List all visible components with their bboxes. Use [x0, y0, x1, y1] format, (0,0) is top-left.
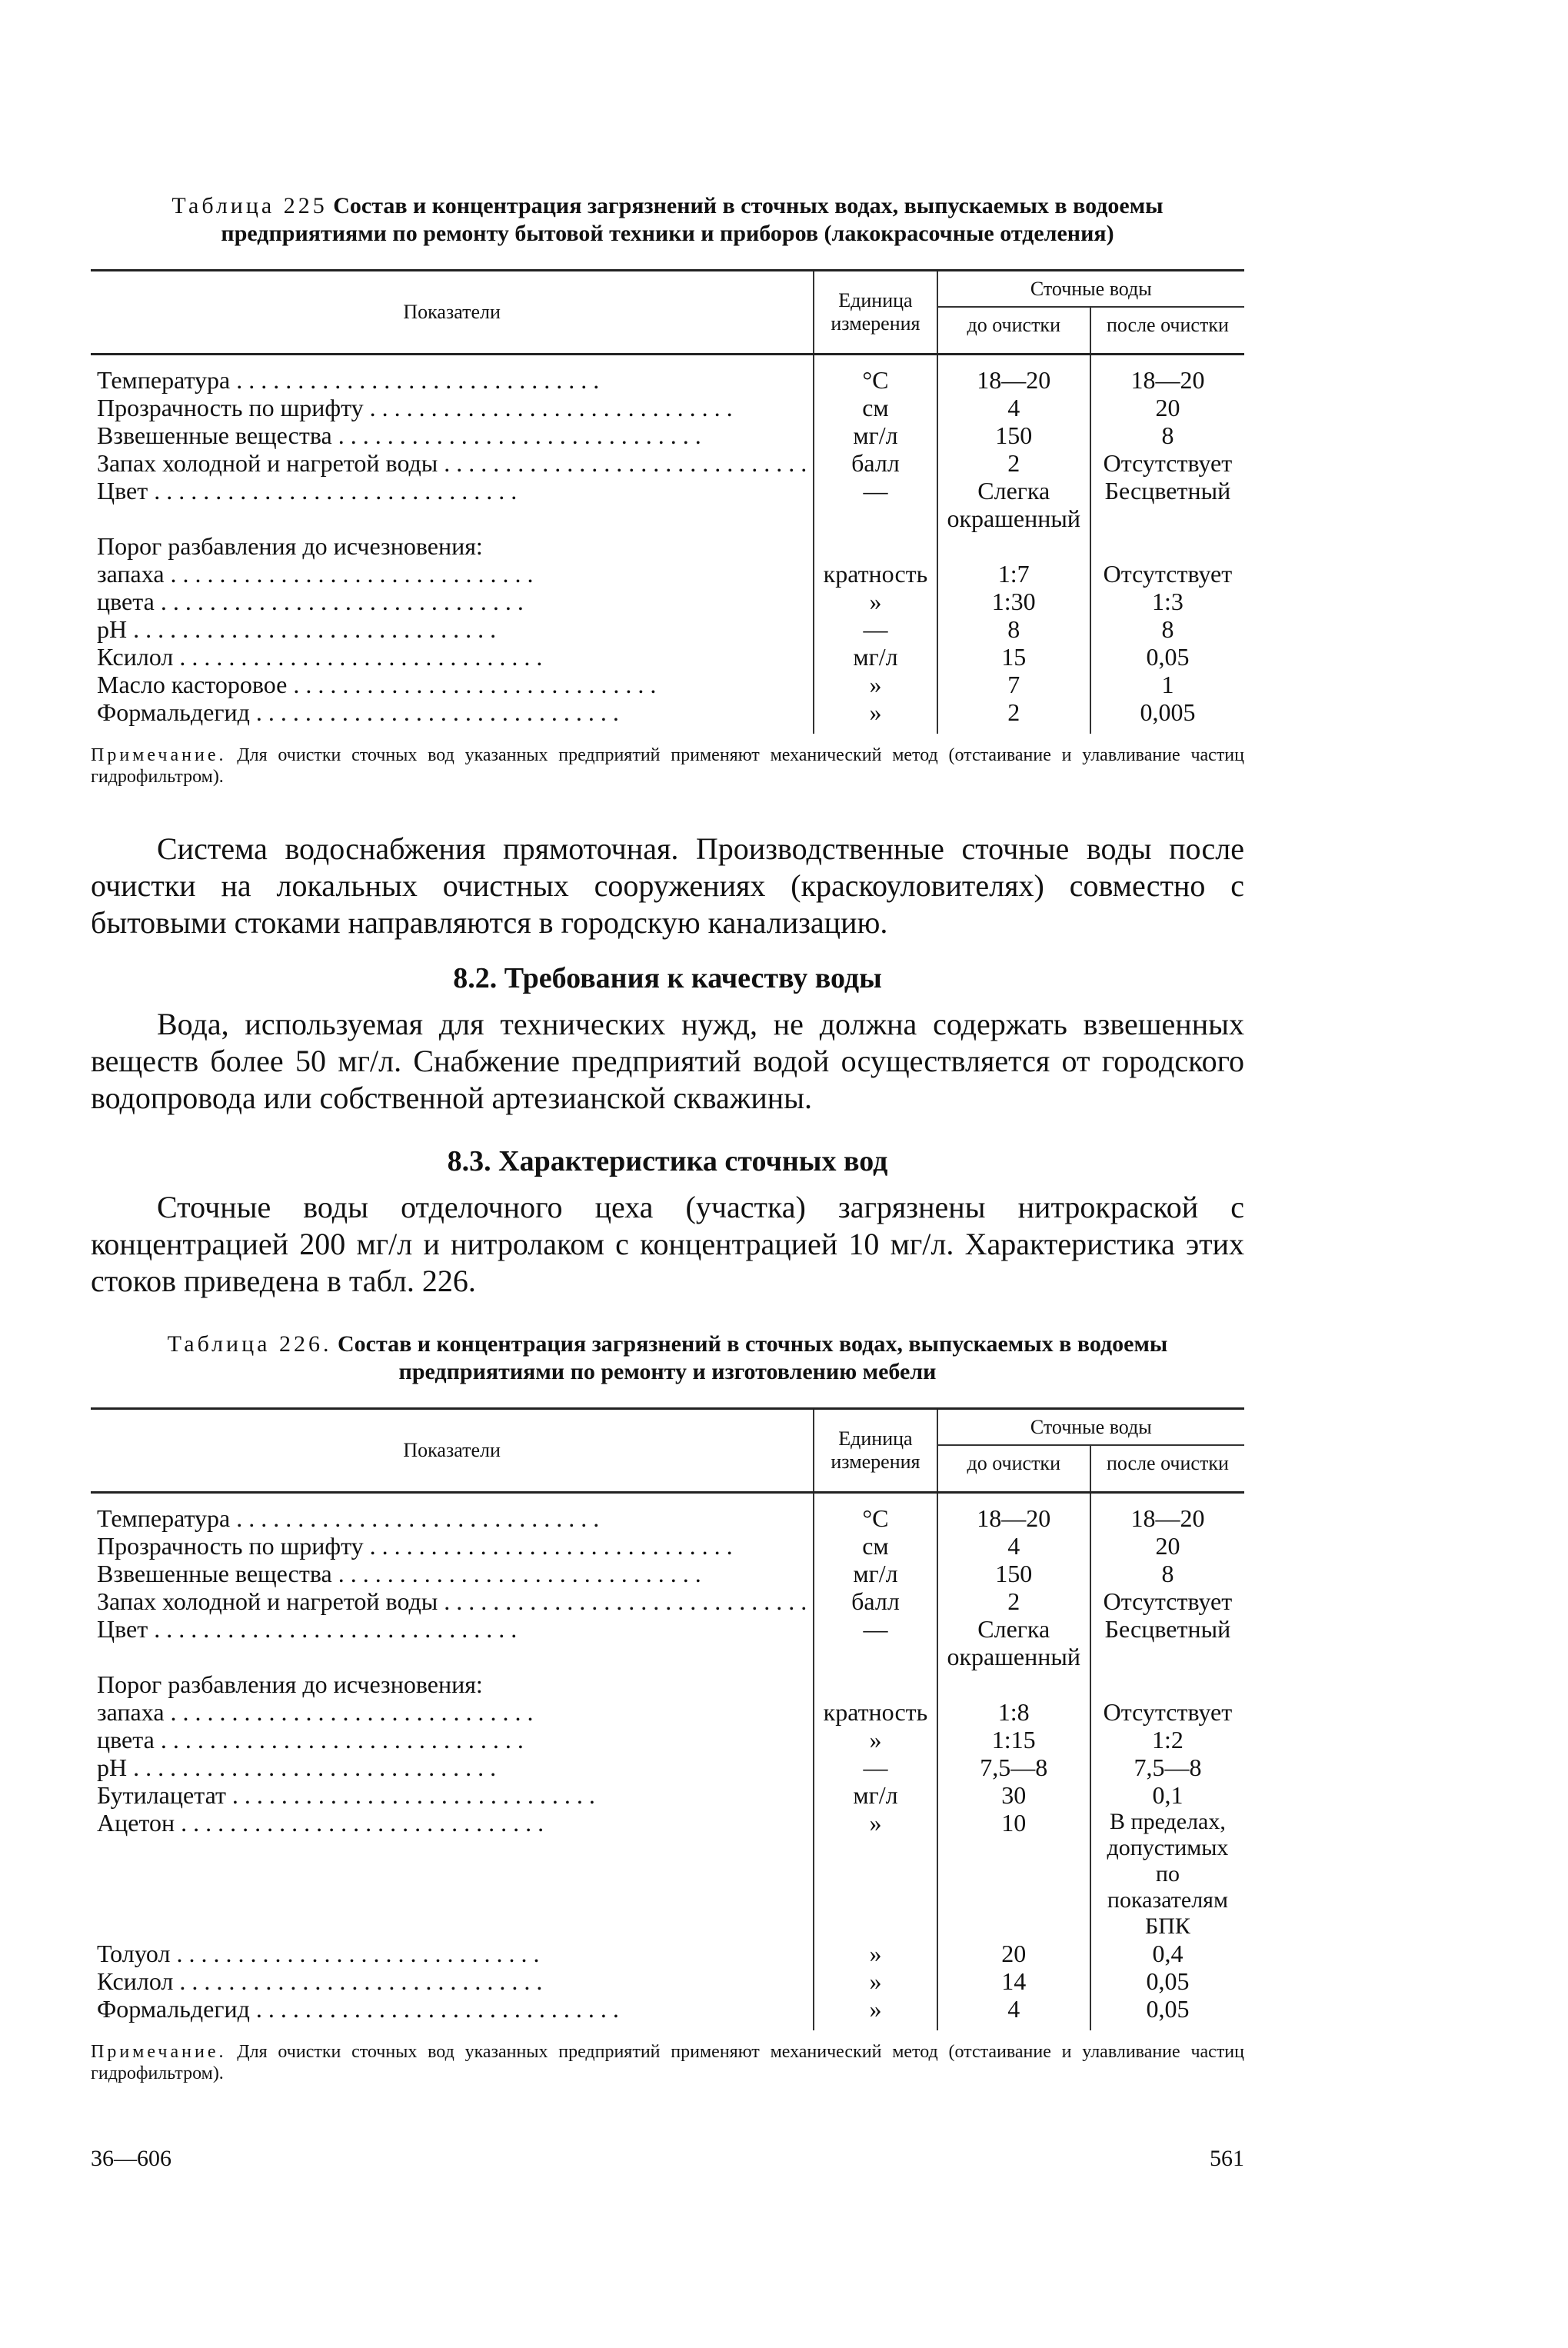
leader-dots [438, 1587, 807, 1615]
cell-param-text: Ксилол [97, 1967, 174, 1995]
cell-after [1090, 1940, 1244, 1967]
cell-param [91, 421, 814, 449]
header-group: Сточные воды [937, 271, 1244, 307]
cell-unit-text: мг/л [853, 1781, 898, 1809]
cell-param-text: Формальдегид [97, 698, 250, 726]
cell-unit [814, 1670, 937, 1698]
cell-before [937, 1754, 1090, 1781]
cell-unit [814, 532, 937, 560]
table-row [91, 615, 1244, 643]
table-row [91, 1560, 1244, 1587]
cell-param-text: Порог разбавления до исчезновения: [97, 1670, 483, 1698]
cell-unit-text: » [869, 588, 882, 615]
cell-before-text: 2 [1007, 449, 1020, 477]
cell-unit-text: » [869, 1995, 882, 2023]
cell-unit-text: » [869, 671, 882, 698]
cell-before [937, 615, 1090, 643]
page-number: 561 [1210, 2146, 1244, 2171]
note-label: Примечание. [91, 745, 227, 765]
table-row [91, 1493, 1244, 1533]
cell-before [937, 421, 1090, 449]
section-8-3-text: Сточные воды отделочного цеха (участка) загрязнены нитрокраской с концентрацией 200 мг/л и нитролаком с концентрацией 10 мг/л. Характеристика этих стоков приведена в табл. 226. [91, 1190, 1244, 1298]
cell-unit [814, 1781, 937, 1809]
footer-signature: 36—606 [91, 2146, 171, 2171]
cell-unit [814, 1698, 937, 1726]
cell-after-text: 18—20 [1130, 1504, 1205, 1532]
table-row [91, 1587, 1244, 1615]
cell-before [937, 1615, 1090, 1670]
cell-param [91, 1587, 814, 1615]
cell-unit-text: мг/л [853, 1560, 898, 1587]
table-226-title: Состав и концентрация загрязнений в сточных водах, выпускаемых в водоемы предприятиями по ремонту и изготовлению мебели [337, 1331, 1168, 1384]
cell-unit-text: кратность [823, 1698, 928, 1726]
table-225-label: Таблица 225 [171, 193, 328, 218]
cell-before [937, 1995, 1090, 2030]
cell-after [1090, 394, 1244, 421]
paragraph-water-supply: Система водоснабжения прямоточная. Производственные сточные воды после очистки на локальных очистных сооружениях (краскоуловителях) совместно с бытовыми стоками направляются в городскую канализацию. [91, 831, 1244, 940]
cell-unit [814, 1587, 937, 1615]
cell-after [1090, 1809, 1244, 1940]
table-row [91, 588, 1244, 615]
cell-unit-text: см [862, 394, 889, 421]
leader-dots [170, 1940, 539, 1967]
cell-before-text: 7 [1007, 671, 1020, 698]
cell-before [937, 532, 1090, 560]
table-row [91, 560, 1244, 588]
cell-before [937, 449, 1090, 477]
cell-param-text: Прозрачность по шрифту [97, 394, 364, 421]
cell-before-text: 1:7 [997, 560, 1030, 588]
cell-param [91, 1754, 814, 1781]
leader-dots [175, 1809, 544, 1837]
table-225-caption [91, 192, 1244, 248]
cell-after [1090, 560, 1244, 588]
cell-before-text: 14 [1001, 1967, 1027, 1995]
cell-before-text: 8 [1007, 615, 1020, 643]
table-226-caption [91, 1331, 1244, 1386]
cell-unit-text: — [863, 1615, 888, 1643]
cell-before [937, 698, 1090, 734]
leader-dots [230, 1504, 599, 1532]
cell-before [937, 671, 1090, 698]
cell-after [1090, 671, 1244, 698]
cell-param-text: Цвет [97, 477, 148, 505]
table-row [91, 1615, 1244, 1670]
cell-after [1090, 449, 1244, 477]
cell-before [937, 1940, 1090, 1967]
cell-param [91, 477, 814, 532]
cell-after [1090, 421, 1244, 449]
cell-unit [814, 1967, 937, 1995]
cell-unit [814, 1809, 937, 1940]
cell-after-text: 0,4 [1152, 1940, 1183, 1967]
cell-unit-text: » [869, 1967, 882, 1995]
cell-param-text: Ксилол [97, 643, 174, 671]
header-before: до очистки [937, 307, 1090, 355]
cell-before [937, 560, 1090, 588]
cell-before-text: 18—20 [977, 1504, 1051, 1532]
header-unit: Единица измерения [814, 1409, 937, 1493]
cell-before-text: 15 [1001, 643, 1027, 671]
table-row [91, 1726, 1244, 1754]
cell-param-text: Порог разбавления до исчезновения: [97, 532, 483, 560]
cell-before-text: 1:8 [997, 1698, 1030, 1726]
cell-before [937, 1698, 1090, 1726]
cell-unit [814, 1560, 937, 1587]
cell-unit [814, 421, 937, 449]
cell-after [1090, 698, 1244, 734]
cell-param [91, 1493, 814, 1533]
section-8-2-text: Вода, используемая для технических нужд, не должна содержать взвешенных веществ более 50 мг/л. Снабжение предприятий водой осуществляется от городского водопровода или собственной артезианской скважины. [91, 1007, 1244, 1115]
cell-before [937, 1781, 1090, 1809]
table-226-body [91, 1493, 1244, 2031]
cell-param-text: Формальдегид [97, 1995, 250, 2023]
cell-unit [814, 588, 937, 615]
table-row [91, 1670, 1244, 1698]
cell-after-text: 8 [1161, 421, 1174, 449]
cell-after [1090, 1698, 1244, 1726]
cell-unit [814, 1532, 937, 1560]
cell-param-text: Запах холодной и нагретой воды [97, 1587, 438, 1615]
cell-after [1090, 477, 1244, 532]
cell-param [91, 394, 814, 421]
cell-unit [814, 477, 937, 532]
cell-param-text: Температура [97, 1504, 231, 1532]
cell-param [91, 1809, 814, 1940]
cell-param [91, 1560, 814, 1587]
cell-unit-text: — [863, 1754, 888, 1781]
leader-dots [226, 1781, 595, 1809]
cell-param-text: Температура [97, 366, 231, 394]
cell-param [91, 615, 814, 643]
leader-dots [165, 1698, 534, 1726]
leader-dots [127, 1754, 496, 1781]
cell-param-text: цвета [97, 1726, 155, 1754]
table-row [91, 1532, 1244, 1560]
cell-after [1090, 1670, 1244, 1698]
cell-param-text: Бутилацетат [97, 1781, 226, 1809]
cell-before-text: 7,5—8 [980, 1754, 1048, 1781]
leader-dots [155, 1726, 524, 1754]
table-row [91, 449, 1244, 477]
cell-before-text: 30 [1001, 1781, 1027, 1809]
cell-after-text: Бесцветный [1104, 477, 1231, 505]
cell-unit-text: °С [862, 366, 889, 394]
cell-after-text: 1:2 [1151, 1726, 1183, 1754]
cell-before-text: 2 [1007, 698, 1020, 726]
cell-unit [814, 355, 937, 395]
table-row [91, 394, 1244, 421]
table-226-label: Таблица 226. [167, 1331, 332, 1357]
section-8-3-heading: 8.3. Характеристика сточных вод [447, 1145, 888, 1177]
cell-before-text: Слегка окрашенный [947, 1615, 1080, 1670]
cell-unit-text: балл [851, 1587, 900, 1615]
cell-after-text: 8 [1161, 1560, 1174, 1587]
cell-param-text: Цвет [97, 1615, 148, 1643]
cell-param-text: Запах холодной и нагретой воды [97, 449, 438, 477]
cell-unit-text: » [869, 1809, 882, 1837]
cell-after [1090, 643, 1244, 671]
leader-dots [165, 560, 534, 588]
cell-after-text: Отсутствует [1103, 1698, 1233, 1726]
cell-unit [814, 615, 937, 643]
cell-before [937, 1670, 1090, 1698]
cell-unit [814, 394, 937, 421]
table-225-body [91, 355, 1244, 734]
cell-after [1090, 1754, 1244, 1781]
cell-after-text: 7,5—8 [1134, 1754, 1202, 1781]
table-row [91, 1940, 1244, 1967]
cell-unit-text: » [869, 698, 882, 726]
cell-after-text: 1:3 [1151, 588, 1183, 615]
cell-param-text: Толуол [97, 1940, 171, 1967]
leader-dots [127, 615, 496, 643]
cell-unit [814, 1940, 937, 1967]
cell-before-text: Слегка окрашенный [947, 477, 1080, 532]
cell-unit [814, 449, 937, 477]
table-row [91, 698, 1244, 734]
cell-param [91, 588, 814, 615]
cell-param [91, 671, 814, 698]
cell-param-text: Прозрачность по шрифту [97, 1532, 364, 1560]
page-content [91, 192, 1244, 2084]
cell-after [1090, 1995, 1244, 2030]
cell-after [1090, 1781, 1244, 1809]
cell-after [1090, 1726, 1244, 1754]
cell-param [91, 1532, 814, 1560]
cell-before [937, 643, 1090, 671]
cell-before-text: 4 [1007, 1995, 1020, 2023]
cell-unit [814, 643, 937, 671]
table-225-title: Состав и концентрация загрязнений в сточных водах, выпускаемых в водоемы предприятиями по ремонту бытовой техники и приборов (лакокрасочные отделения) [221, 193, 1164, 246]
cell-after-text: Отсутствует [1103, 1587, 1233, 1615]
leader-dots [230, 366, 599, 394]
cell-param-text: pH [97, 615, 128, 643]
cell-before [937, 1587, 1090, 1615]
section-8-2-heading: 8.2. Требования к качеству воды [453, 962, 882, 994]
leader-dots [332, 1560, 701, 1587]
cell-before [937, 394, 1090, 421]
cell-param-text: запаха [97, 1698, 165, 1726]
cell-before-text: 150 [995, 421, 1033, 449]
cell-before [937, 1493, 1090, 1533]
table-row [91, 671, 1244, 698]
header-before: до очистки [937, 1445, 1090, 1493]
table-row [91, 532, 1244, 560]
leader-dots [173, 1967, 542, 1995]
cell-unit-text: см [862, 1532, 889, 1560]
table-row [91, 1995, 1244, 2030]
cell-param-text: pH [97, 1754, 128, 1781]
table-row [91, 421, 1244, 449]
cell-after [1090, 1493, 1244, 1533]
cell-before-text: 20 [1001, 1940, 1027, 1967]
cell-param [91, 1698, 814, 1726]
cell-param [91, 1940, 814, 1967]
cell-before-text: 4 [1007, 394, 1020, 421]
cell-before-text: 18—20 [977, 366, 1051, 394]
cell-after-text: 0,05 [1146, 643, 1190, 671]
cell-unit-text: мг/л [853, 643, 898, 671]
table-226 [91, 1407, 1244, 2030]
header-param: Показатели [403, 1439, 501, 1461]
cell-after-text: 1 [1161, 671, 1174, 698]
cell-after [1090, 1587, 1244, 1615]
cell-param [91, 1726, 814, 1754]
cell-after-text: 0,05 [1146, 1967, 1190, 1995]
note-label: Примечание. [91, 2042, 227, 2062]
cell-param [91, 698, 814, 734]
cell-param [91, 1995, 814, 2030]
table-row [91, 355, 1244, 395]
cell-param [91, 449, 814, 477]
cell-after-text: 20 [1155, 1532, 1180, 1560]
cell-before-text: 4 [1007, 1532, 1020, 1560]
cell-unit [814, 1493, 937, 1533]
cell-before-text: 1:30 [991, 588, 1036, 615]
leader-dots [364, 1532, 733, 1560]
cell-after-text: Отсутствует [1103, 560, 1233, 588]
table-row [91, 1809, 1244, 1940]
leader-dots [250, 698, 619, 726]
cell-param [91, 643, 814, 671]
cell-param [91, 1781, 814, 1809]
header-after: после очистки [1090, 307, 1244, 355]
cell-param [91, 532, 814, 560]
table-row [91, 1781, 1244, 1809]
cell-unit [814, 1995, 937, 2030]
cell-before [937, 355, 1090, 395]
cell-after [1090, 1615, 1244, 1670]
cell-param-text: запаха [97, 560, 165, 588]
cell-before-text: 1:15 [991, 1726, 1036, 1754]
cell-before [937, 1809, 1090, 1940]
cell-before [937, 1967, 1090, 1995]
cell-unit [814, 671, 937, 698]
cell-param [91, 560, 814, 588]
cell-param-text: Взвешенные вещества [97, 421, 332, 449]
cell-after [1090, 1532, 1244, 1560]
leader-dots [438, 449, 807, 477]
header-param: Показатели [403, 301, 501, 323]
table-row [91, 1754, 1244, 1781]
note-text: Для очистки сточных вод указанных предприятий применяют механический метод (отстаивание и улавливание частиц гидрофильтром). [91, 745, 1244, 787]
cell-param [91, 1615, 814, 1670]
leader-dots [155, 588, 524, 615]
table-226-note [91, 2041, 1244, 2084]
cell-after [1090, 355, 1244, 395]
cell-after [1090, 615, 1244, 643]
cell-unit-text: °С [862, 1504, 889, 1532]
cell-before-text: 2 [1007, 1587, 1020, 1615]
cell-unit-text: — [863, 615, 888, 643]
cell-after [1090, 1967, 1244, 1995]
cell-before [937, 1726, 1090, 1754]
header-group: Сточные воды [937, 1409, 1244, 1445]
cell-unit-text: — [863, 477, 888, 505]
cell-before [937, 1560, 1090, 1587]
cell-after-text: 0,1 [1152, 1781, 1183, 1809]
cell-after [1090, 532, 1244, 560]
cell-before [937, 1532, 1090, 1560]
cell-param-text: цвета [97, 588, 155, 615]
cell-param [91, 1670, 814, 1698]
cell-unit-text: кратность [823, 560, 928, 588]
cell-after [1090, 1560, 1244, 1587]
leader-dots [148, 477, 517, 505]
cell-unit [814, 1726, 937, 1754]
note-text: Для очистки сточных вод указанных предприятий применяют механический метод (отстаивание и улавливание частиц гидрофильтром). [91, 2042, 1244, 2083]
cell-after-text: В пределах, допустимых по показателям БПК [1107, 1809, 1229, 1939]
cell-param-text: Ацетон [97, 1809, 175, 1837]
table-row [91, 1967, 1244, 1995]
cell-unit-text: мг/л [853, 421, 898, 449]
cell-unit-text: » [869, 1940, 882, 1967]
cell-param-text: Масло касторовое [97, 671, 288, 698]
cell-unit-text: балл [851, 449, 900, 477]
cell-before-text: 10 [1001, 1809, 1027, 1837]
cell-unit-text: » [869, 1726, 882, 1754]
cell-param-text: Взвешенные вещества [97, 1560, 332, 1587]
table-row [91, 1698, 1244, 1726]
cell-before [937, 477, 1090, 532]
leader-dots [287, 671, 656, 698]
cell-after [1090, 588, 1244, 615]
table-row [91, 477, 1244, 532]
leader-dots [148, 1615, 517, 1643]
table-row [91, 643, 1244, 671]
header-after: после очистки [1090, 1445, 1244, 1493]
table-225 [91, 269, 1244, 734]
leader-dots [173, 643, 542, 671]
cell-before [937, 588, 1090, 615]
cell-unit [814, 1615, 937, 1670]
cell-after-text: 20 [1155, 394, 1180, 421]
leader-dots [332, 421, 701, 449]
leader-dots [250, 1995, 619, 2023]
cell-before-text: 150 [995, 1560, 1033, 1587]
cell-after-text: 8 [1161, 615, 1174, 643]
cell-after-text: 18—20 [1130, 366, 1205, 394]
cell-after-text: Отсутствует [1103, 449, 1233, 477]
leader-dots [364, 394, 733, 421]
cell-unit [814, 698, 937, 734]
cell-after-text: Бесцветный [1104, 1615, 1231, 1643]
cell-unit [814, 1754, 937, 1781]
cell-unit [814, 560, 937, 588]
cell-after-text: 0,005 [1140, 698, 1196, 726]
cell-param [91, 355, 814, 395]
cell-after-text: 0,05 [1146, 1995, 1190, 2023]
cell-param [91, 1967, 814, 1995]
header-unit: Единица измерения [814, 271, 937, 355]
table-225-note [91, 744, 1244, 788]
